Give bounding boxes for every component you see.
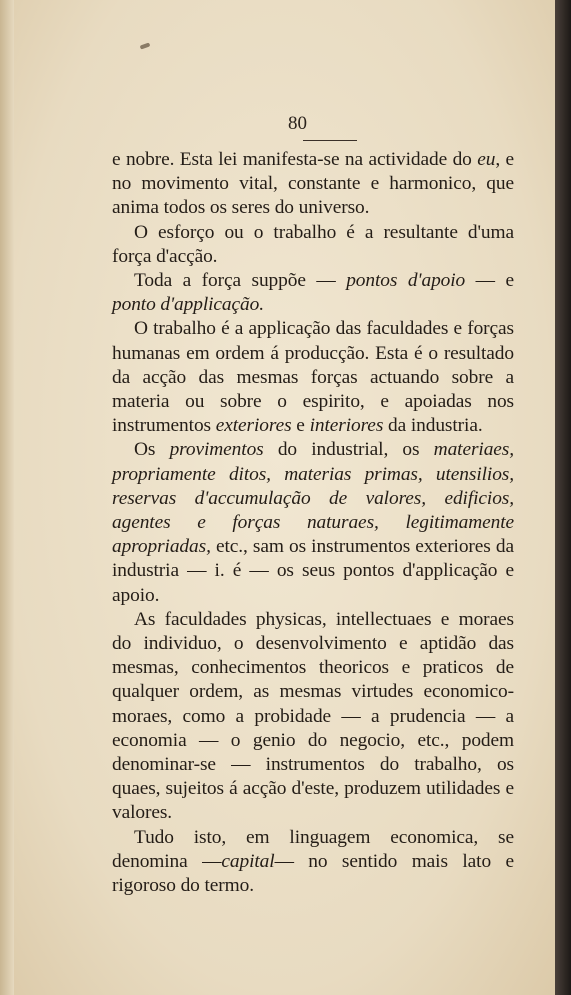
text-run: Os — [134, 439, 170, 461]
paragraph — [112, 826, 514, 899]
italic-text-run: materiaes, propriamente ditos, materias primas, utensilios, reservas d'accumulação de valores, edificios, agentes e forças naturaes, legitimamente apropriadas, — [112, 439, 514, 558]
text-run: O trabalho é a applicação das faculdades e forças humanas em ordem á producção. Esta é o resultado da acção das mesmas forças actuando sobre a materia ou sobre o espirito, e apoiadas nos instrumentos — [112, 318, 514, 437]
page-gutter — [0, 0, 14, 995]
italic-text-run: provimentos — [169, 439, 264, 461]
text-run: , e no movimento vital, constante e harmonico, que anima todos os seres do universo. — [112, 149, 515, 219]
italic-text-run: capital — [221, 850, 275, 872]
italic-text-run: exteriores — [215, 415, 292, 437]
paragraph — [112, 269, 514, 317]
text-run: Toda a força suppõe — — [134, 270, 347, 292]
header-rule — [303, 140, 357, 141]
italic-text-run: ponto d'applicação. — [112, 294, 264, 316]
text-run: — e — [465, 270, 514, 292]
ink-speck — [140, 42, 151, 49]
text-run: e nobre. Esta lei manifesta-se na actividade do — [112, 149, 478, 170]
text-run: As faculdades physicas, intellectuaes e moraes do individuo, o desenvolvimento e aptidão das mesmas, conhecimentos theoricos e praticos de qualquer ordem, as mesmas virtudes economico-moraes, como a probidade — a prudencia — a economia — o genio do negocio, etc., podem denominar-se — instrumentos do trabalho, os quaes, sujeitos á acção d'este, produzem utilidades e valores. — [112, 608, 514, 824]
text-run: e — [291, 415, 310, 437]
text-run: Tudo isto, em linguagem economica, se denomina — — [112, 826, 514, 872]
paragraph — [112, 438, 514, 607]
paragraph — [112, 221, 514, 269]
italic-text-run: pontos d'apoio — [346, 270, 466, 292]
page-number: 80 — [288, 113, 307, 134]
body-text — [112, 148, 514, 898]
book-edge — [555, 0, 571, 995]
italic-text-run: eu — [477, 149, 496, 170]
paragraph — [112, 317, 514, 438]
text-run: O esforço ou o trabalho é a resultante d'uma força d'acção. — [112, 221, 514, 267]
paragraph — [112, 148, 514, 221]
text-run: da industria. — [383, 415, 483, 437]
text-run: — no sentido mais lato e rigoroso do termo. — [112, 850, 514, 897]
italic-text-run: interiores — [309, 415, 384, 437]
text-run: etc., sam os instrumentos exteriores da industria — i. é — os seus pontos d'applicação e apoio. — [112, 536, 514, 606]
text-run: do industrial, os — [263, 439, 434, 461]
paragraph — [112, 608, 514, 826]
